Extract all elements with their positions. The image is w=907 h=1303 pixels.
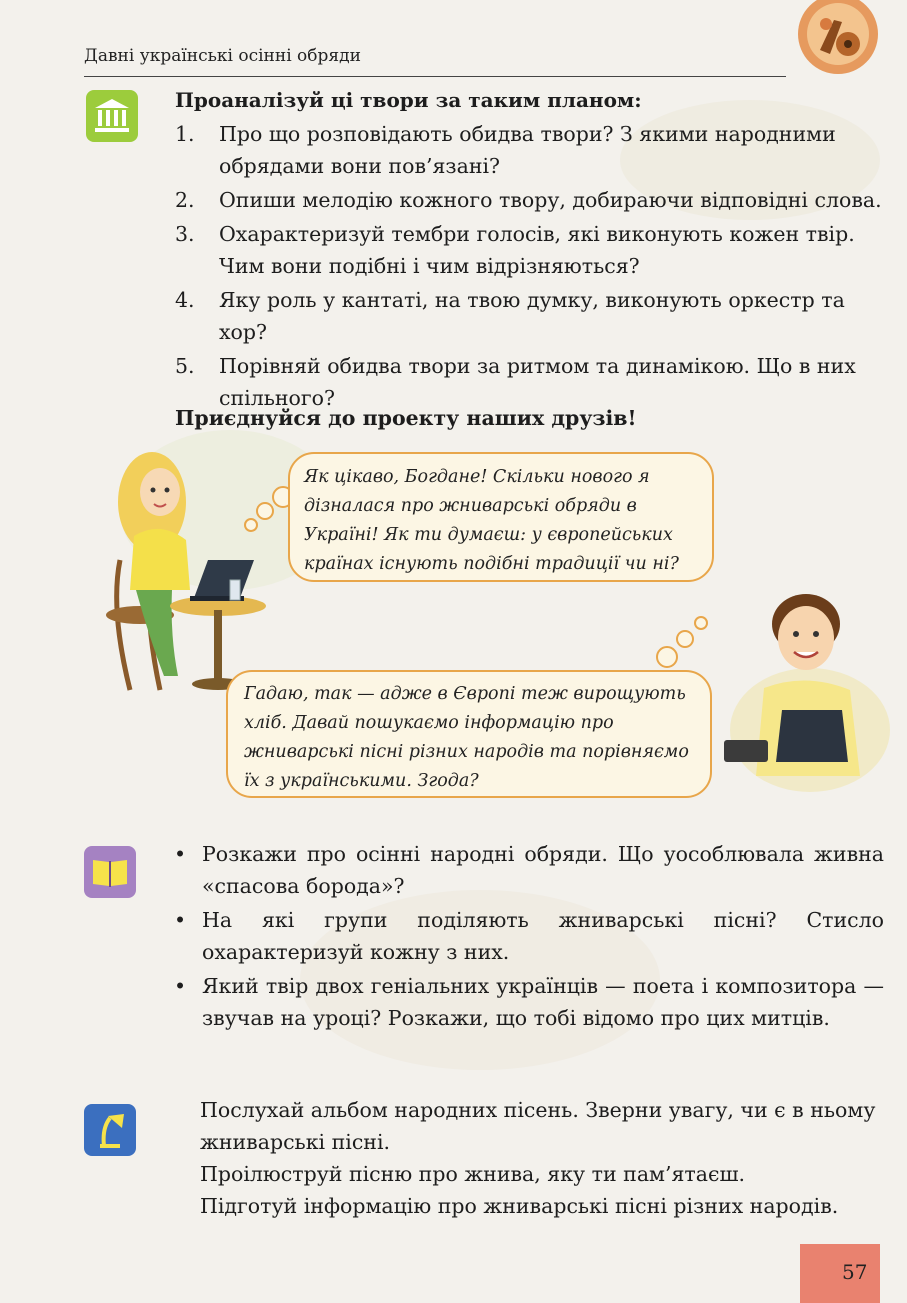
task-title: Проаналізуй ці твори за таким планом: (175, 88, 642, 112)
thought-dot (694, 616, 708, 630)
list-item: • Який твір двох геніальних українців — поета і композитора — звучав на уроці? Розкажи, що тобі відомо про цих митців. (172, 970, 884, 1034)
homework-line: Послухай альбом народних пісень. Зверни увагу, чи є в ньому жниварські пісні. (200, 1098, 876, 1154)
girl-speech-bubble: Як цікаво, Богдане! Скільки нового я дізналася про жниварські обряди в Україні! Як ти думаєш: у європейських країнах існують подібні традиції чи ні? (288, 452, 714, 582)
list-item: 3. Охарактеризуй тембри голосів, які виконують кожен твір. Чим вони подібні і чим відрізняються? (175, 222, 855, 278)
list-item: • Розкажи про осінні народні обряди. Що уособлювала живна «спасова борода»? (172, 838, 884, 902)
page-number-tab (800, 1244, 880, 1303)
open-book-icon (84, 846, 136, 898)
building-columns-icon (86, 90, 138, 142)
thought-dot (256, 502, 274, 520)
chapter-header: Давні українські осінні обряди (84, 46, 361, 66)
list-item: • На які групи поділяють жниварські пісні? Стисло охарактеризуй кожну з них. (172, 904, 884, 968)
list-item: 2. Опиши мелодію кожного твору, добираючи відповідні слова. (175, 188, 882, 212)
list-item: 4. Яку роль у кантаті, на твою думку, виконують оркестр та хор? (175, 288, 845, 344)
boy-with-laptop-illustration (720, 580, 890, 800)
lamp-icon (84, 1104, 136, 1156)
girl-with-laptop-illustration (90, 440, 290, 700)
boy-speech-bubble: Гадаю, так — адже в Європі теж вирощують хліб. Давай пошукаємо інформацію про жниварські пісні різних народів та порівняємо їх з українськими. Згода? (226, 670, 712, 798)
join-project-text: Приєднуйся до проекту наших друзів! (175, 406, 637, 430)
musicians-emblem-icon (796, 0, 880, 84)
thought-dot (244, 518, 258, 532)
analysis-plan-list (175, 118, 885, 416)
header-divider (84, 76, 786, 77)
review-questions-list (172, 838, 884, 1036)
homework-line: Підготуй інформацію про жниварські пісні різних народів. (200, 1194, 839, 1218)
list-item: 5. Порівняй обидва твори за ритмом та динамікою. Що в них спільного? (175, 354, 856, 410)
homework-block (200, 1094, 890, 1222)
list-item: 1. Про що розповідають обидва твори? З якими народними обрядами вони пов’язані? (175, 122, 836, 178)
homework-line: Проілюструй пісню про жнива, яку ти пам’ятаєш. (200, 1162, 746, 1186)
page-number: 57 (842, 1260, 868, 1284)
thought-dot (656, 646, 678, 668)
thought-dot (676, 630, 694, 648)
